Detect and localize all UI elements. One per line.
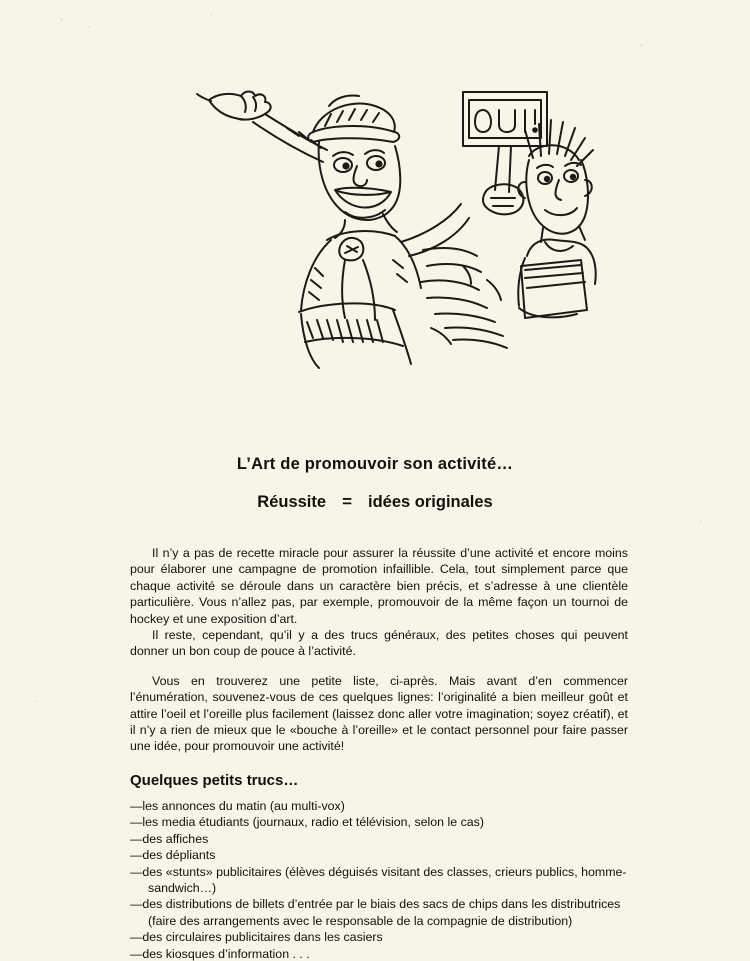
illustration-cartoon — [195, 70, 615, 370]
paragraph-1: Il n’y a pas de recette miracle pour assurer la réussite d’une activité et encore moins pour élaborer une campagne de promotion infaillible. Cela, tout simplement parce que chaque activité se déroule dans un caractère bien précis, et s’adresse à une clientèle particulière. Vous n’allez pas, par exemple, promouvoir de la même façon un tournoi de hockey et une exposition d’art. — [130, 546, 628, 626]
paragraph-2: Il reste, cependant, qu’il y a des trucs généraux, des petites choses qui peuvent donner un bon coup de pouce à l’activité. — [130, 628, 628, 659]
title-block — [0, 455, 750, 512]
list-item: —des circulaires publicitaires dans les casiers — [130, 930, 383, 945]
list-item: —des dépliants — [130, 848, 216, 863]
title-equation — [0, 492, 750, 512]
bullet-list — [130, 798, 628, 961]
list-item: —les annonces du matin (au multi-vox) — [130, 798, 345, 813]
page-title: L’Art de promouvoir son activité… — [236, 455, 514, 473]
body-text — [130, 545, 628, 961]
equation-right: idées originales — [368, 493, 493, 511]
paper-speckle — [700, 520, 702, 522]
paper-speckle — [640, 44, 643, 46]
section-heading: Quelques petits trucs… — [130, 771, 299, 789]
paper-speckle — [210, 14, 212, 16]
list-item: —des distributions de billets d’entrée par le biais des sacs de chips dans les distributrices (faire des arrangements avec le responsable de la compagnie de distribution) — [130, 897, 621, 928]
equation-operator: = — [342, 492, 352, 511]
paper-speckle — [60, 18, 63, 21]
paragraph-3: Vous en trouverez une petite liste, ci-après. Mais avant d’en commencer l’énumération, souvenez-vous de ces quelques lignes: l’originalité a bien meilleur goût et attire l’oeil et l’oreille plus facilement (laissez donc aller votre imagination; soyez créatif), et il n’y a rien de mieux que le «bouche à l’oreille» et le contact personnel pour faire passer une idée, pour promouvoir une activité! — [130, 673, 628, 754]
equation-left: Réussite — [257, 493, 327, 511]
paper-speckle — [88, 26, 90, 28]
list-item: —des affiches — [130, 831, 209, 846]
list-item: —des «stunts» publicitaires (élèves déguisés visitant des classes, crieurs publics, homme-sandwich…) — [130, 864, 627, 895]
list-item: —les media étudiants (journaux, radio et télévision, selon le cas) — [130, 815, 485, 830]
list-item: —des kiosques d’information . . . — [130, 946, 310, 961]
paper-speckle — [36, 700, 38, 702]
